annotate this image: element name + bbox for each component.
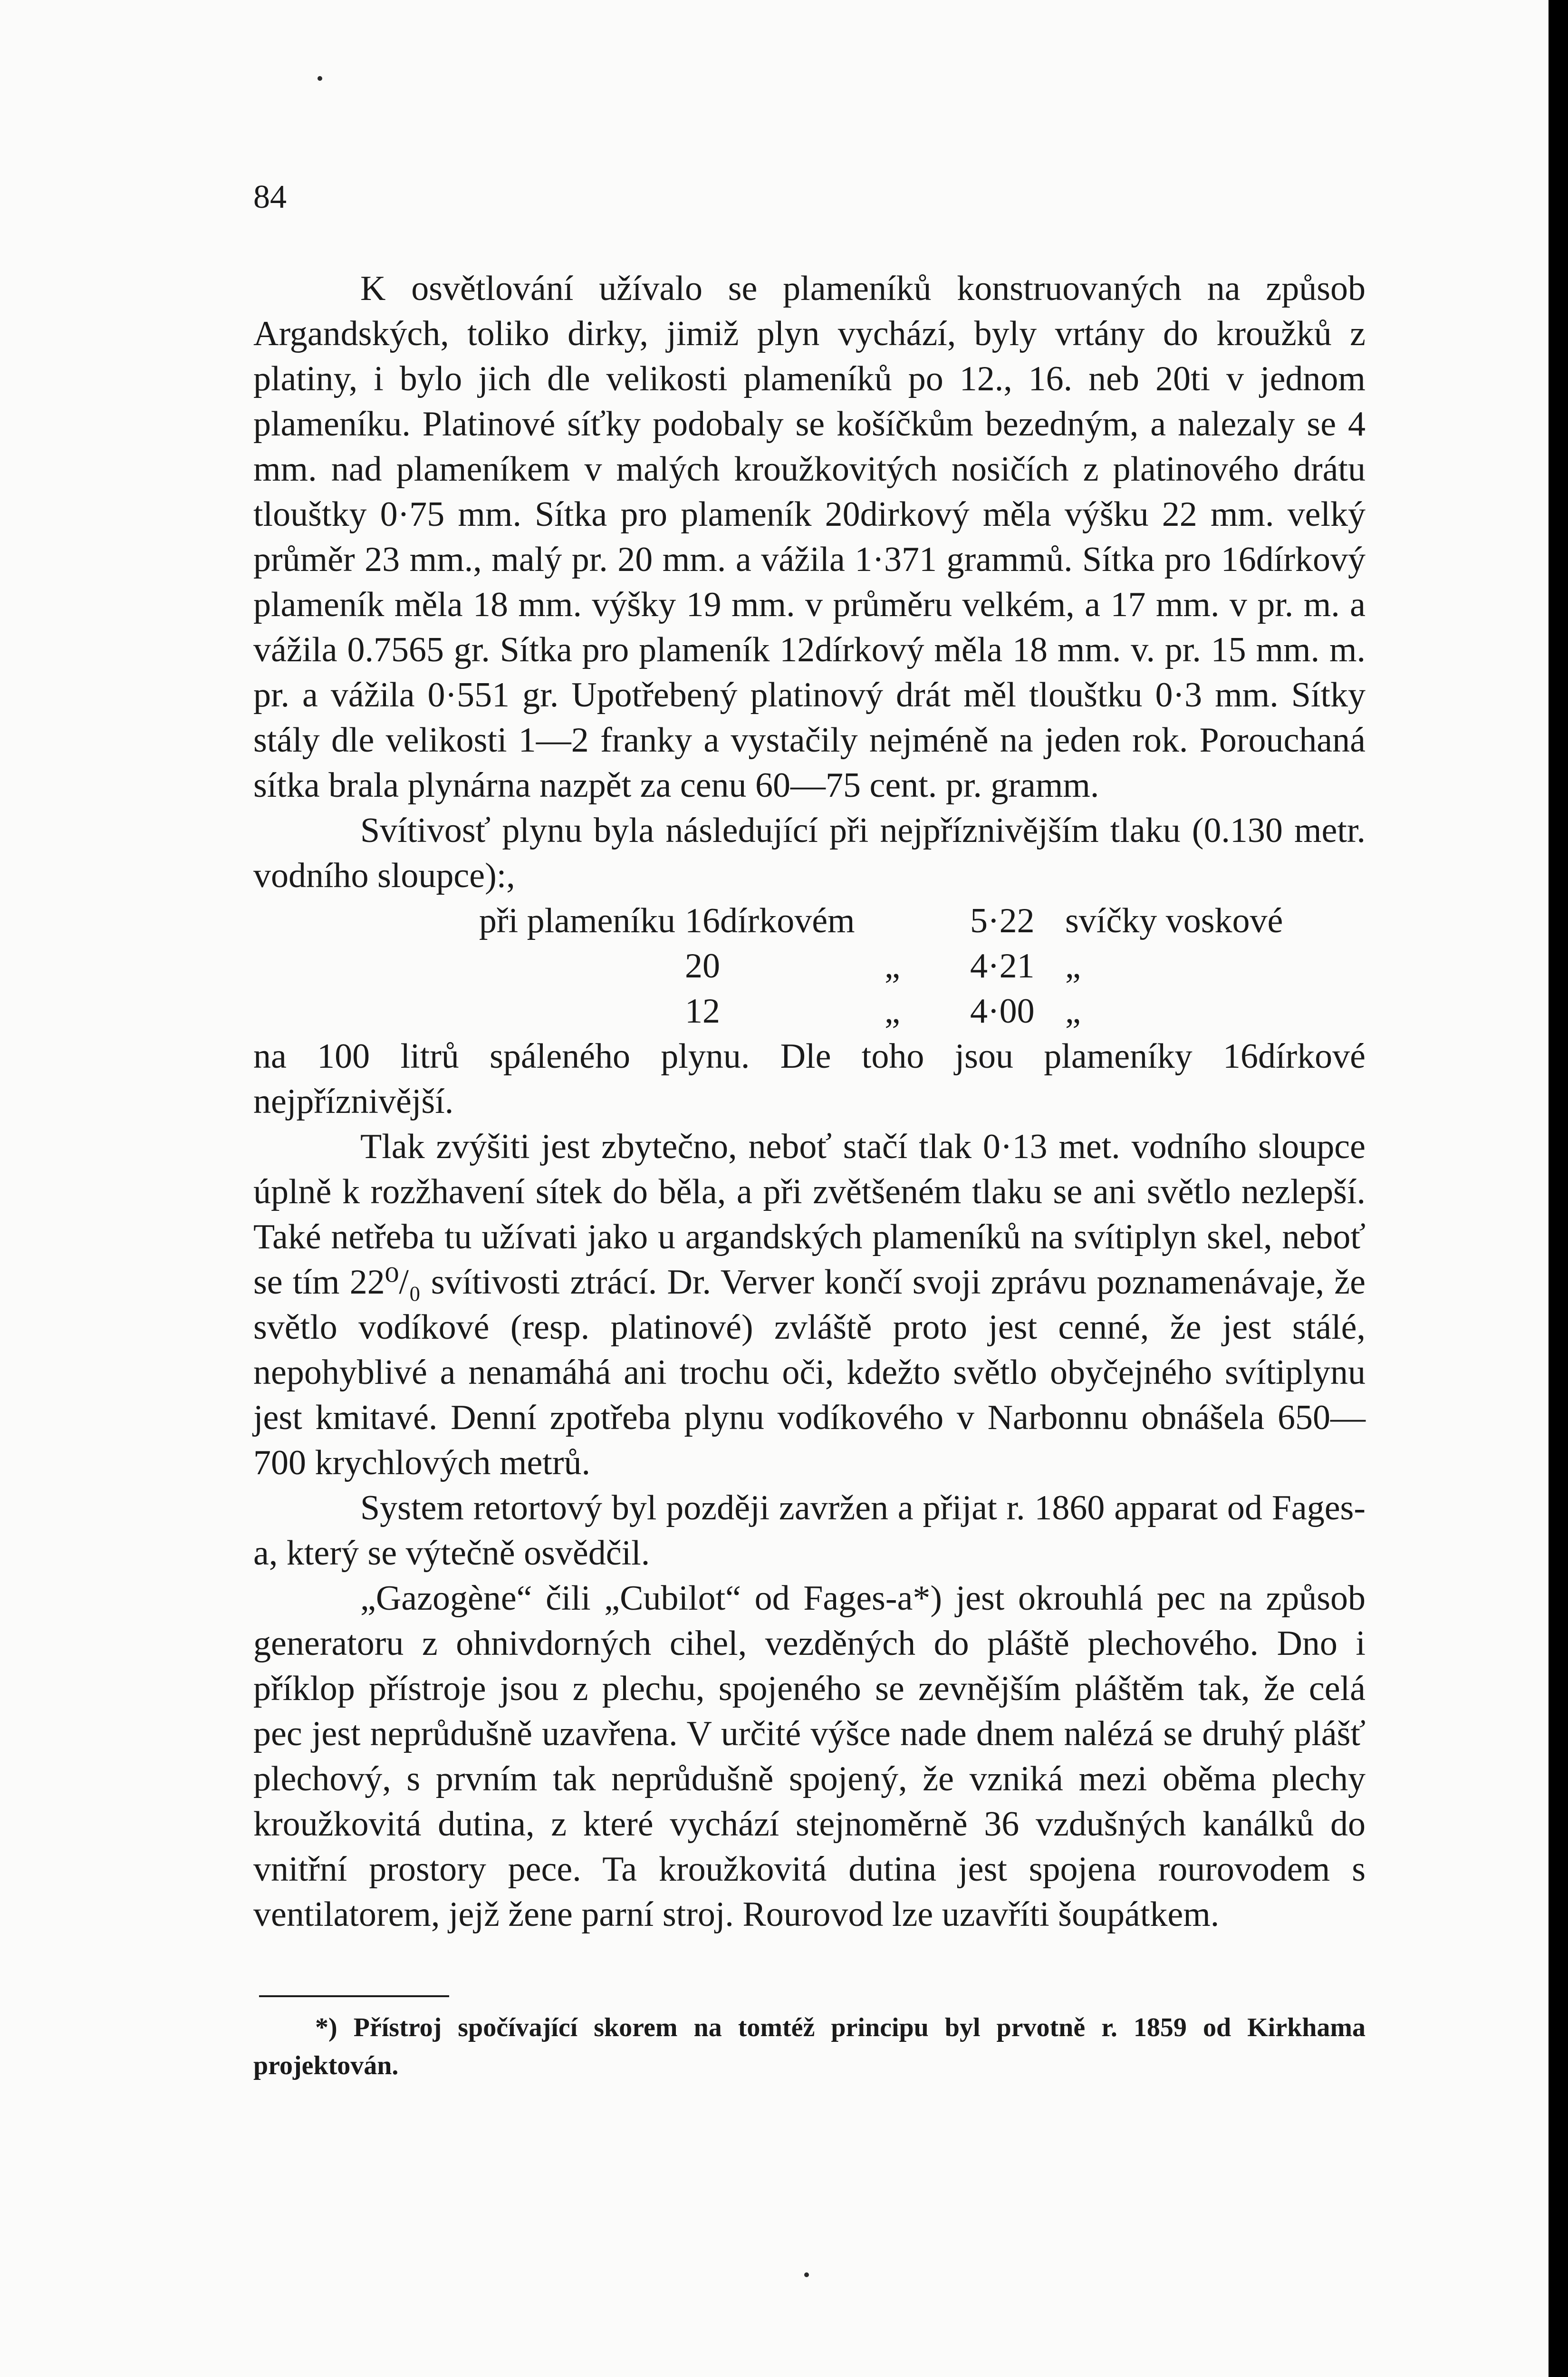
row-label: při plameníku <box>479 901 675 940</box>
row-label <box>253 989 685 1034</box>
row-holes: 16dírkovém <box>685 901 855 940</box>
row-label <box>253 944 685 989</box>
table-row <box>253 989 1366 1034</box>
row-unit: „ <box>1065 947 1081 986</box>
row-holes: 12 <box>685 992 720 1031</box>
paragraph-pressure: Tlak zvýšiti jest zbytečno, neboť stačí tlak 0·13 met. vodního sloupce úplně k rozžhavení sítek do běla, a při zvětšeném tlaku se ani světlo nezlepší. Také netřeba tu užívati jako u argandských plameníků na svítiplyn skel, neboť se tím 22⁰/₀ svítivosti ztrácí. Dr. Verver končí svoji zprávu poznamenávaje, že světlo vodíkové (resp. platinové) zvláště proto jest cenné, že jest stálé, nepohyblivé a nenamáhá ani trochu oči, kdežto světlo obyčejného svítiplynu jest kmitavé. Denní zpotřeba plynu vodíkového v Narbonnu obnášela 650—700 krychlových metrů. <box>253 1127 1366 1482</box>
row-ditto <box>885 899 970 944</box>
row-value: 4·21 <box>970 947 1035 986</box>
row-value: 5·22 <box>970 901 1035 940</box>
footnote-divider <box>259 1995 449 1997</box>
print-speck <box>317 76 322 81</box>
luminosity-table <box>253 899 1366 1034</box>
table-row <box>253 944 1366 989</box>
table-row <box>253 899 1366 944</box>
paragraph-luminosity: Svítivosť plynu byla následující při nejpříznivějším tlaku (0.130 metr. vodního sloupce):, <box>253 811 1366 895</box>
page-number: 84 <box>253 179 287 215</box>
paragraph-retort: System retortový byl později zavržen a přijat r. 1860 apparat od Fages-a, který se výtečně osvědčil. <box>253 1488 1366 1573</box>
row-value: 4·00 <box>970 992 1035 1031</box>
row-ditto: „ <box>885 947 900 986</box>
footnote-mark: *) <box>315 2013 337 2042</box>
row-unit: „ <box>1065 992 1081 1031</box>
row-unit: svíčky voskové <box>1065 901 1283 940</box>
footnote-text: Přístroj spočívající skorem na tomtéž principu byl prvotně r. 1859 od Kirkhama projektován. <box>253 2013 1366 2080</box>
row-holes: 20 <box>685 947 720 986</box>
footnote <box>253 2009 1366 2085</box>
paragraph-gazogene: „Gazogène“ čili „Cubilot“ od Fages-a*) jest okrouhlá pec na způsob generatoru z ohnivdorných cihel, vezděných do pláště plechového. Dno i příklop přístroje jsou z plechu, spojeného se zevnějším pláštěm tak, že celá pec jest neprůdušně uzavřena. V určité výšce nade dnem nalézá se druhý plášť plechový, s prvním tak neprůdušně spojený, že vzniká mezi oběma plechy kroužkovitá dutina, z které vychází stejnoměrně 36 vzdušných kanálků do vnitřní prostory pece. Ta kroužkovitá dutina jest spojena rourovodem s ventilatorem, jejž žene parní stroj. Rourovod lze uzavříti šoupátkem. <box>253 1579 1366 1934</box>
print-speck <box>804 2272 809 2277</box>
body-text <box>253 266 1366 1937</box>
paragraph-conclusion: na 100 litrů spáleného plynu. Dle toho jsou plameníky 16dírkové nejpříznivější. <box>253 1037 1366 1121</box>
paragraph-illumination: K osvětlování užívalo se plameníků konstruovaných na způsob Argandských, toliko dirky, jimiž plyn vychází, byly vrtány do kroužků z platiny, i bylo jich dle velikosti plameníků po 12., 16. neb 20ti v jednom plameníku. Platinové síťky podobaly se košíčkům bezedným, a nalezaly se 4 mm. nad plameníkem v malých kroužkovitých nosičích z platinového drátu tlouštky 0·75 mm. Sítka pro plameník 20dirkový měla výšku 22 mm. velký průměr 23 mm., malý pr. 20 mm. a vážila 1·371 grammů. Sítka pro 16dírkový plameník měla 18 mm. výšky 19 mm. v průměru velkém, a 17 mm. v pr. m. a vážila 0.7565 gr. Sítka pro plameník 12dírkový měla 18 mm. v. pr. 15 mm. m. pr. a vážila 0·551 gr. Upotřebený platinový drát měl tlouštku 0·3 mm. Sítky stály dle velikosti 1—2 franky a vystačily nejméně na jeden rok. Porouchaná sítka brala plynárna nazpět za cenu 60—75 cent. pr. gramm. <box>253 269 1366 805</box>
row-ditto: „ <box>885 992 900 1031</box>
